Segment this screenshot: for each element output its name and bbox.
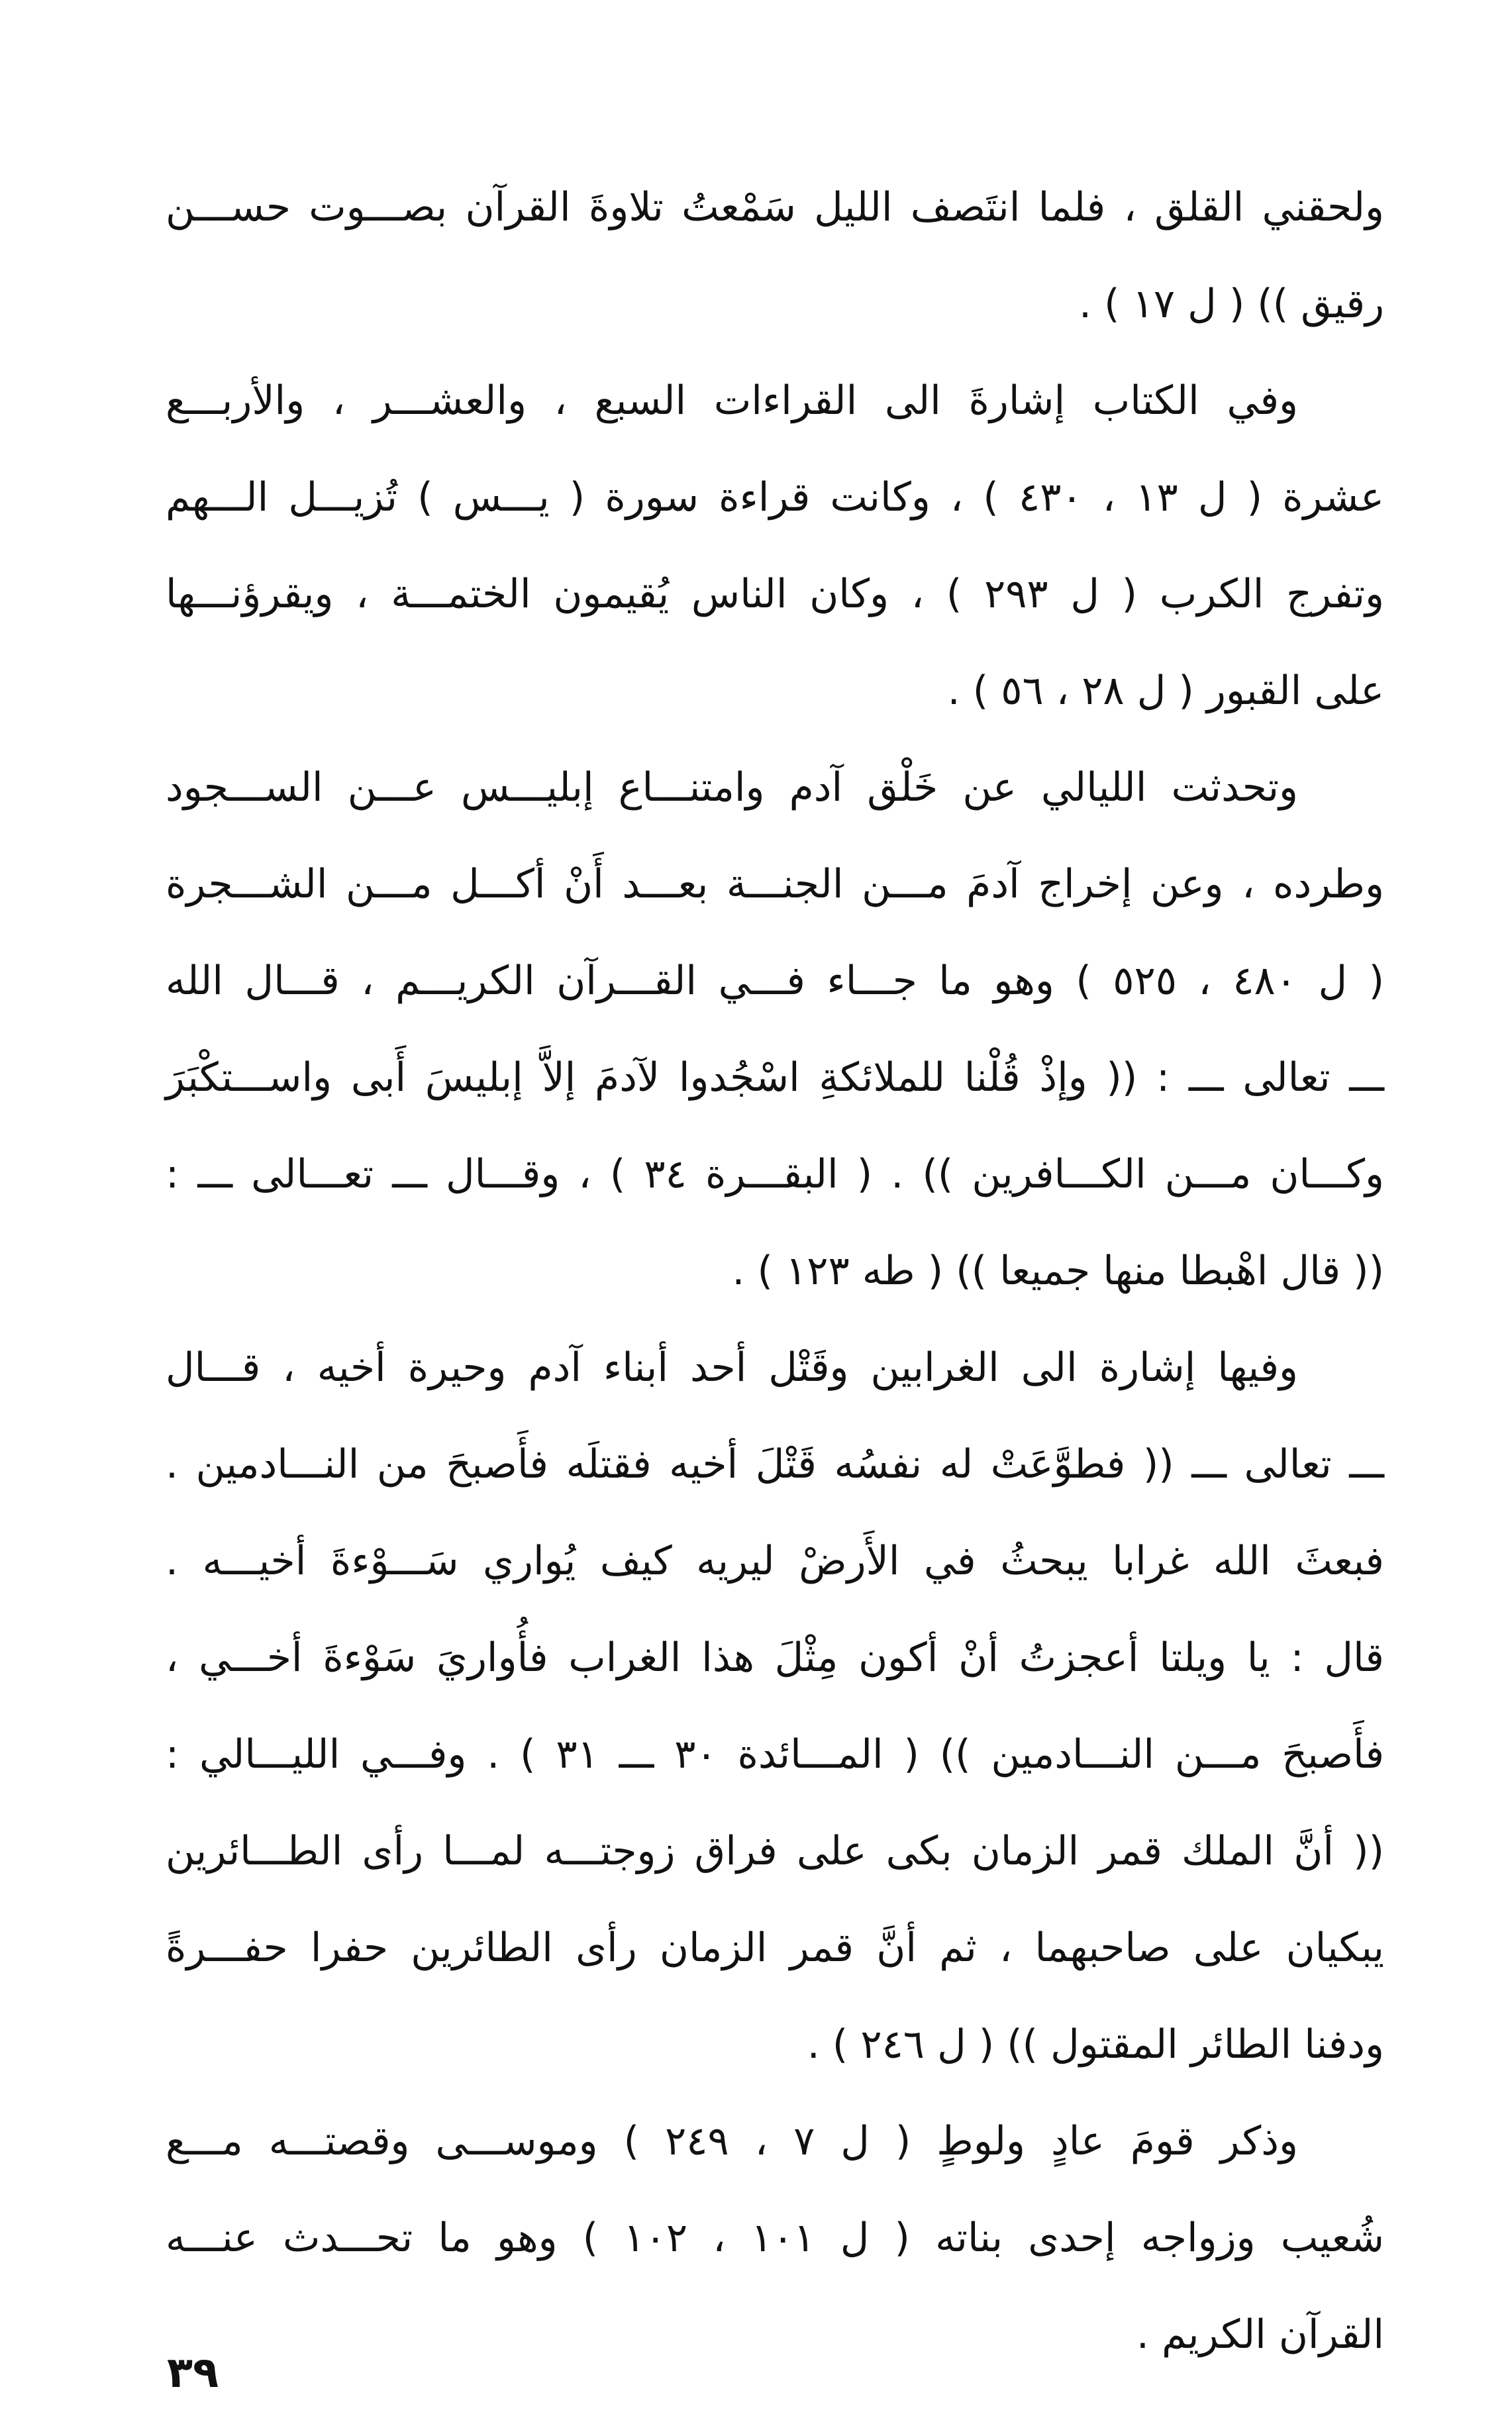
text-line: وكـــان مـــن الكـــافرين )) . ( البقـــرة ٣٤ ) ، وقـــال ـــ تعـــالى ـــ : (166, 1151, 1384, 1197)
text-line: قال : يا ويلتا أعجزتُ أنْ أكون مِثْلَ هذا الغراب فأُواريَ سَوْءةَ أخـــي ، (166, 1635, 1384, 1681)
text-line: عشرة ( ل ١٣ ، ٤٣٠ ) ، وكانت قراءة سورة ( يـــس ) تُزيـــل الـــهم (166, 474, 1384, 521)
text-line: فأَصبحَ مـــن النـــادمين )) ( المـــائدة ٣٠ ـــ ٣١ ) . وفـــي الليـــالي : (166, 1731, 1384, 1778)
paragraph-4 (166, 1319, 1384, 2093)
text-line: رقيق )) ( ل ١٧ ) . (1079, 281, 1384, 327)
text-line: (( أنَّ الملك قمر الزمان بكى على فراق زوجتـــه لمـــا رأى الطـــائرين (166, 1828, 1384, 1874)
text-line: وتحدثت الليالي عن خَلْق آدم وامتنـــاع إبليـــس عـــن الســـجود (166, 764, 1298, 811)
text-line: وتفرج الكرب ( ل ٢٩٣ ) ، وكان الناس يُقيمون الختمـــة ، ويقرؤنـــها (166, 571, 1384, 617)
text-line: شُعيب وزواجه إحدى بناته ( ل ١٠١ ، ١٠٢ ) وهو ما تحـــدث عنـــه (166, 2215, 1384, 2261)
page-number: ٣٩ (167, 2349, 219, 2398)
paragraph-2 (166, 352, 1384, 739)
text-line: ولحقني القلق ، فلما انتَصف الليل سَمْعتُ تلاوةَ القرآن بصـــوت حســـن (166, 184, 1384, 230)
text-line: وطرده ، وعن إخراج آدمَ مـــن الجنـــة بعـــد أَنْ أكـــل مـــن الشـــجرة (166, 861, 1384, 907)
text-line: القرآن الكريم . (1136, 2311, 1384, 2358)
text-line: (( قال اهْبطا منها جميعا )) ( طه ١٢٣ ) . (732, 1248, 1384, 1294)
text-line: ( ل ٤٨٠ ، ٥٢٥ ) وهو ما جـــاء فـــي القـــرآن الكريـــم ، قـــال الله (166, 958, 1384, 1004)
text-line: وفي الكتاب إشارةَ الى القراءات السبع ، والعشـــر ، والأربـــع (166, 378, 1298, 424)
text-line: ـــ تعالى ـــ : (( وإذْ قُلْنا للملائكةِ اسْجُدوا لآدمَ إلاَّ إبليسَ أَبى واســـتكْبَرَ (166, 1054, 1384, 1101)
body-text (166, 159, 1384, 2383)
text-line: فبعثَ الله غرابا يبحثُ في الأَرضْ ليريه كيف يُواري سَـــوْءةَ أخيـــه . (166, 1538, 1384, 1584)
paragraph-1 (166, 159, 1384, 352)
text-line: على القبور ( ل ٢٨ ، ٥٦ ) . (947, 668, 1384, 714)
text-line: ودفنا الطائر المقتول )) ( ل ٢٤٦ ) . (807, 2021, 1384, 2068)
paragraph-3 (166, 739, 1384, 1319)
text-line: ـــ تعالى ـــ (( فطوَّعَتْ له نفسُه قَتْلَ أخيه فقتلَه فأَصبحَ من النـــادمين . (166, 1441, 1384, 1488)
paragraph-5 (166, 2093, 1384, 2383)
text-line: وفيها إشارة الى الغرابين وقَتْل أحد أبناء آدم وحيرة أخيه ، قـــال (166, 1344, 1298, 1391)
text-line: وذكر قومَ عادٍ ولوطٍ ( ل ٧ ، ٢٤٩ ) وموســـى وقصتـــه مـــع (166, 2118, 1298, 2164)
text-line: يبكيان على صاحبهما ، ثم أنَّ قمر الزمان رأى الطائرين حفرا حفـــرةً (166, 1925, 1384, 1971)
